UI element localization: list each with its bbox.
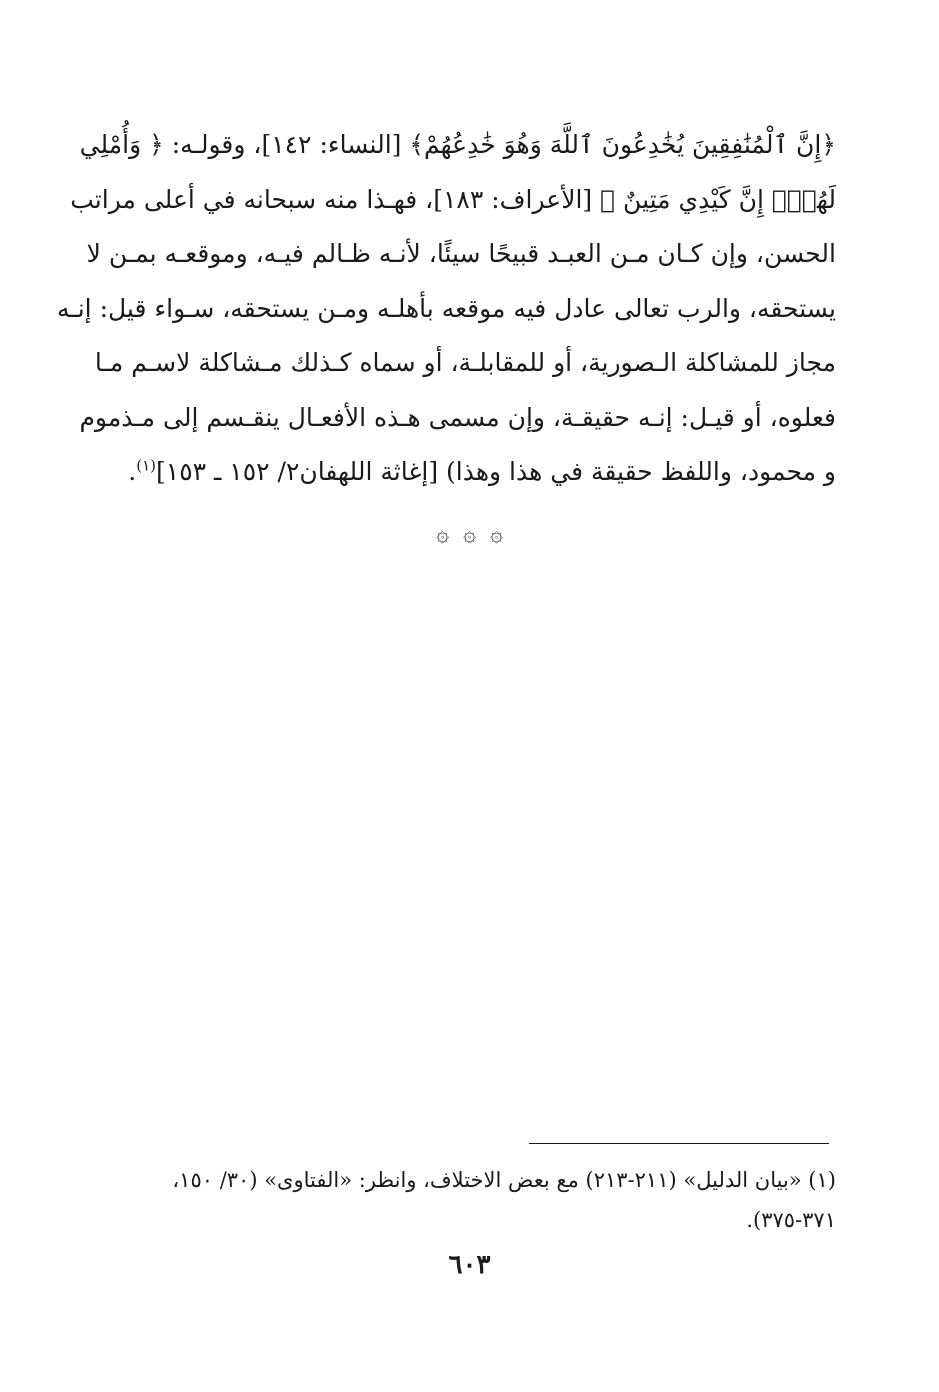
footnote-1-line-2: ٣٧١-٣٧٥).: [746, 1208, 836, 1232]
text-line-2: لَهُمْۚ إِنَّ كَيْدِي مَتِينٌ ﴾ [الأعراف: ١٨٣]، فهـذا منه سبحانه في أعلى مراتب: [70, 184, 836, 214]
final-period: .: [128, 457, 137, 486]
footnotes-block: [100, 1160, 836, 1240]
page-number: ٦٠٣: [448, 1250, 491, 1280]
section-divider: [0, 522, 939, 547]
ornament-icon: ۞: [489, 522, 503, 547]
footnote-separator-rule: [529, 1143, 829, 1144]
main-text-block: [57, 118, 836, 500]
footnote-reference-mark[interactable]: (١): [136, 456, 157, 475]
ornament-icon: ۞: [463, 522, 476, 547]
footnote-1-line-1: (١) «بيان الدليل» (٢١١-٢١٣) مع بعض الاختلاف، وانظر: «الفتاوى» (٣٠/ ١٥٠،: [172, 1168, 836, 1192]
text-line-5: مجاز للمشاكلة الـصورية، أو للمقابلـة، أو سماه كـذلك مـشاكلة لاسـم مـا: [94, 348, 836, 377]
text-line-1: ﴿إِنَّ ٱلْمُنَٰفِقِينَ يُخَٰدِعُونَ ٱللَّهَ وَهُوَ خَٰدِعُهُمْ﴾ [النساء: ١٤٢]، وقولـه: ﴿ وَأُمْلِي: [79, 130, 836, 159]
text-line-6: فعلوه، أو قيـل: إنـه حقيقـة، وإن مسمى هـذه الأفعـال ينقـسم إلى مـذموم: [79, 402, 836, 432]
text-line-7-content: و محمود، واللفظ حقيقة في هذا وهذا) [إغاثة اللهفان٢/ ١٥٢ ـ ١٥٣]: [156, 457, 836, 486]
text-line-3: الحسن، وإن كـان مـن العبـد قبيحًا سيئًا، لأنـه ظـالم فيـه، وموقعـه بمـن لا: [86, 239, 836, 268]
ornament-icon: ۞: [436, 522, 450, 547]
text-line-4: يستحقه، والرب تعالى عادل فيه موقعه بأهلـه ومـن يستحقه، سـواء قيل: إنـه: [57, 293, 836, 323]
text-line-7: [100, 445, 836, 500]
